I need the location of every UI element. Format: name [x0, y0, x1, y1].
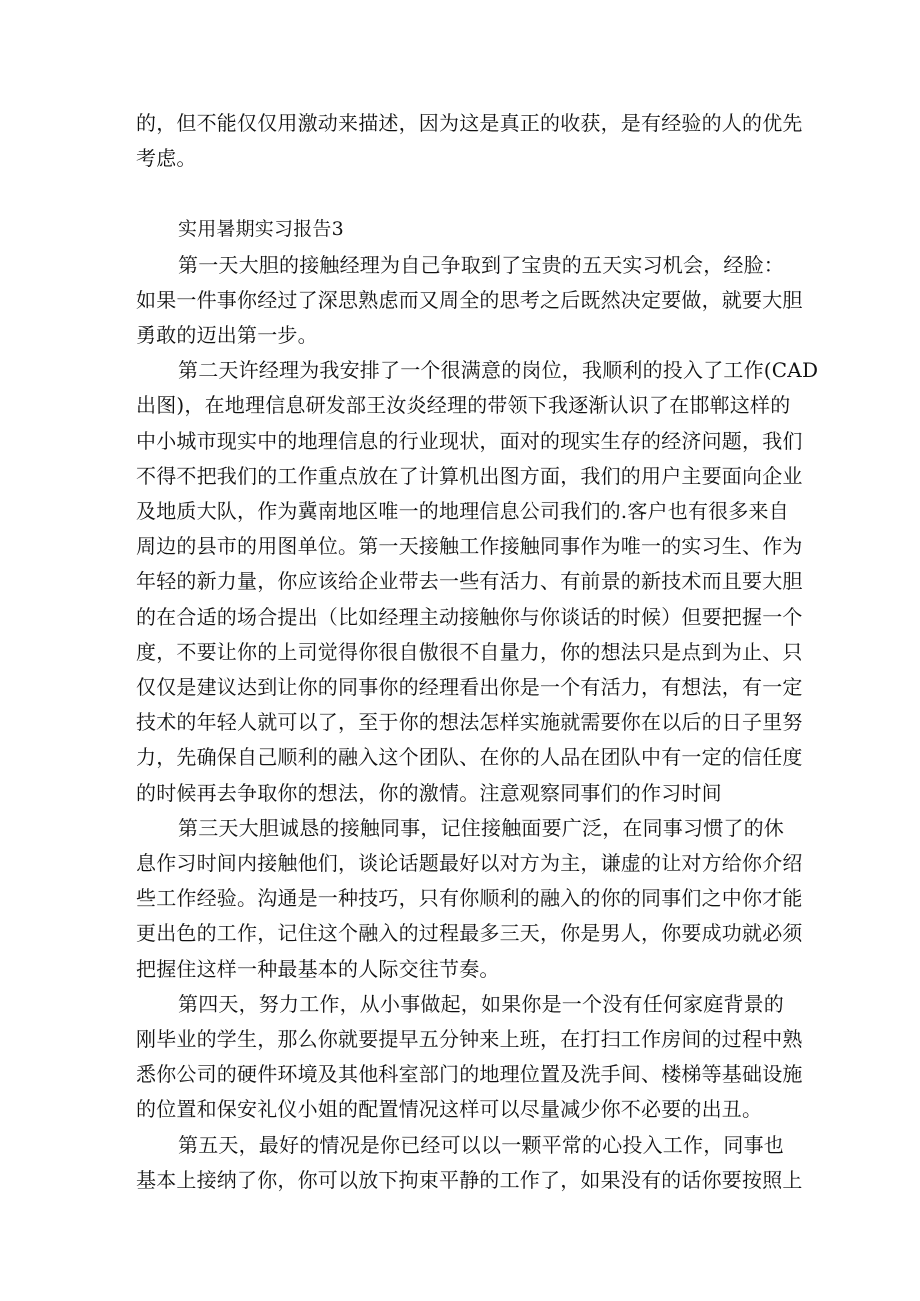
paragraph-line: 的在合适的场合提出（比如经理主动接触你与你谈话的时候）但要把握一个	[136, 604, 803, 629]
paragraph-line: 中小城市现实中的地理信息的行业现状，面对的现实生存的经济问题，我们	[136, 428, 803, 453]
paragraph-line: 力，先确保自己顺利的融入这个团队、在你的人品在团队中有一定的信任度	[136, 745, 803, 770]
paragraph-line: 的时候再去争取你的想法，你的激情。注意观察同事们的作习时间	[136, 780, 722, 805]
paragraph-line: 刚毕业的学生，那么你就要提早五分钟来上班，在打扫工作房间的过程中熟	[136, 1027, 803, 1052]
paragraph-line: 些工作经验。沟通是一种技巧，只有你顺利的融入的你的同事们之中你才能	[136, 886, 803, 911]
paragraph-day-3	[136, 811, 803, 987]
paragraph-line: 周边的县市的用图单位。第一天接触工作接触同事作为唯一的实习生、作为	[136, 534, 803, 559]
document-page	[136, 106, 819, 1198]
section-gap	[136, 176, 796, 212]
intro-line: 的，但不能仅仅用激动来描述，因为这是真正的收获，是有经验的人的优先	[136, 111, 803, 135]
paragraph-line: 度，不要让你的上司觉得你很自傲很不自量力，你的想法只是点到为止、只	[136, 639, 803, 664]
paragraph-day-2	[136, 353, 819, 811]
paragraph-line: 技术的年轻人就可以了，至于你的想法怎样实施就需要你在以后的日子里努	[136, 710, 803, 735]
paragraph-line: 把握住这样一种最基本的人际交往节奏。	[136, 956, 500, 981]
paragraph-line: 及地质大队，作为冀南地区唯一的地理信息公司我们的.客户也有很多来自	[136, 499, 789, 524]
paragraph-day-5	[136, 1128, 803, 1198]
paragraph-line: 息作习时间内接触他们，谈论话题最好以对方为主，谦虚的让对方给你介绍	[136, 851, 803, 876]
paragraph-line: 第一天大胆的接触经理为自己争取到了宝贵的五天实习机会，经脸：	[178, 252, 784, 277]
paragraph-line: 不得不把我们的工作重点放在了计算机出图方面，我们的用户主要面向企业	[136, 463, 803, 488]
paragraph-line: 仅仅是建议达到让你的同事你的经理看出你是一个有活力，有想法，有一定	[136, 675, 803, 700]
paragraph-day-4	[136, 987, 803, 1128]
paragraph-line: 第三天大胆诚恳的接触同事，记住接触面要广泛，在同事习惯了的休	[178, 815, 784, 840]
paragraph-line: 第四天，努力工作，从小事做起，如果你是一个没有任何家庭背景的	[178, 991, 784, 1016]
paragraph-line: 悉你公司的硬件环境及其他科室部门的地理位置及洗手间、楼梯等基础设施	[136, 1062, 803, 1087]
paragraph-line: 更出色的工作，记住这个融入的过程最多三天，你是男人，你要成功就必须	[136, 921, 803, 946]
paragraph-line: 出图)，在地理信息研发部王汝炎经理的带领下我逐渐认识了在邯郸这样的	[136, 393, 791, 418]
paragraph-line: 基本上接纳了你，你可以放下拘束平静的工作了，如果没有的话你要按照上	[136, 1167, 803, 1192]
paragraph-day-1	[136, 248, 803, 354]
paragraph-line: 勇敢的迈出第一步。	[136, 323, 318, 348]
paragraph-line: 年轻的新力量，你应该给企业带去一些有活力、有前景的新技术而且要大胆	[136, 569, 803, 594]
paragraph-line: 第二天许经理为我安排了一个很满意的岗位，我顺利的投入了工作(CAD	[178, 358, 819, 383]
paragraph-line: 第五天，最好的情况是你已经可以以一颗平常的心投入工作，同事也	[178, 1132, 784, 1157]
intro-line: 考虑。	[136, 146, 197, 171]
paragraph-line: 如果一件事你经过了深思熟虑而又周全的思考之后既然决定要做，就要大胆	[136, 287, 803, 312]
paragraph-line: 的位置和保安礼仪小姐的配置情况这样可以尽量减少你不必要的出丑。	[136, 1097, 763, 1122]
section-title: 实用暑期实习报告3	[178, 218, 344, 241]
